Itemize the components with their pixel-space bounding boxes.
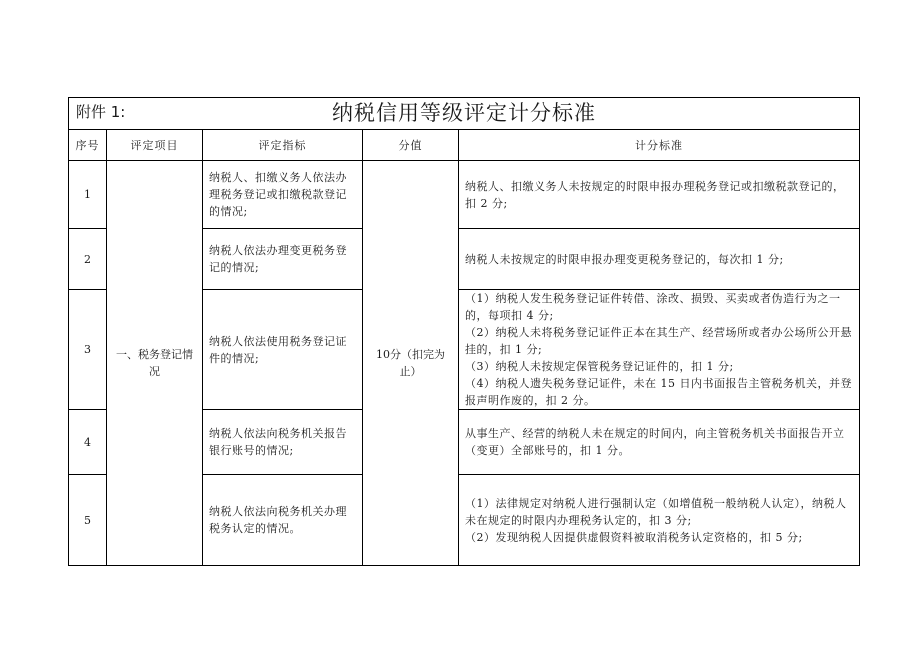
standard-line: 纳税人、扣缴义务人未按规定的时限申报办理税务登记或扣缴税款登记的，扣 2 分;	[465, 179, 845, 210]
row-standard	[459, 410, 860, 475]
row-indicator: 纳税人依法使用税务登记证件的情况;	[203, 290, 363, 410]
standard-line: （4）纳税人遗失税务登记证件，未在 15 日内书面报告主管税务机关，并登报声明作废的，扣 2 分。	[465, 377, 852, 407]
row-standard	[459, 229, 860, 290]
standard-line: （2）纳税人未将税务登记证件正本在其生产、经营场所或者办公场所公开悬挂的，扣 1 分;	[465, 326, 852, 356]
row-standard	[459, 475, 860, 566]
row-number: 4	[69, 410, 107, 475]
standard-line: （1）法律规定对纳税人进行强制认定（如增值税一般纳税人认定），纳税人未在规定的时限内办理税务认定的，扣 3 分;	[465, 496, 847, 527]
standard-line: 纳税人未按规定的时限申报办理变更税务登记的，每次扣 1 分;	[465, 252, 784, 266]
header-score: 分值	[363, 130, 459, 161]
row-indicator: 纳税人依法向税务机关报告银行账号的情况;	[203, 410, 363, 475]
standard-line: 从事生产、经营的纳税人未在规定的时间内，向主管税务机关书面报告开立（变更）全部账号的，扣 1 分。	[465, 427, 845, 457]
row-indicator: 纳税人依法办理变更税务登记的情况;	[203, 229, 363, 290]
row-number: 3	[69, 290, 107, 410]
row-standard	[459, 290, 860, 410]
header-indicator: 评定指标	[203, 130, 363, 161]
standard-line: （2）发现纳税人因提供虚假资料被取消税务认定资格的，扣 5 分;	[465, 530, 803, 544]
scoring-standard-table	[68, 97, 860, 566]
row-number: 5	[69, 475, 107, 566]
document-title: 纳税信用等级评定计分标准	[332, 101, 596, 125]
score-value: 10分（扣完为止）	[363, 161, 459, 566]
attachment-label: 附件 1:	[76, 103, 126, 121]
header-seq: 序号	[69, 130, 107, 161]
row-number: 2	[69, 229, 107, 290]
header-standard: 计分标准	[459, 130, 860, 161]
row-standard	[459, 161, 860, 229]
title-cell	[69, 98, 860, 130]
header-row	[69, 130, 860, 161]
header-item: 评定项目	[107, 130, 203, 161]
title-row	[69, 98, 860, 130]
standard-line: （1）纳税人发生税务登记证件转借、涂改、损毁、买卖或者伪造行为之一的，每项扣 4 分;	[465, 292, 841, 322]
evaluation-item: 一、税务登记情况	[107, 161, 203, 566]
table-row	[69, 161, 860, 229]
standard-line: （3）纳税人未按规定保管税务登记证件的，扣 1 分;	[465, 360, 734, 373]
row-indicator: 纳税人依法向税务机关办理税务认定的情况。	[203, 475, 363, 566]
row-number: 1	[69, 161, 107, 229]
row-indicator: 纳税人、扣缴义务人依法办理税务登记或扣缴税款登记的情况;	[203, 161, 363, 229]
